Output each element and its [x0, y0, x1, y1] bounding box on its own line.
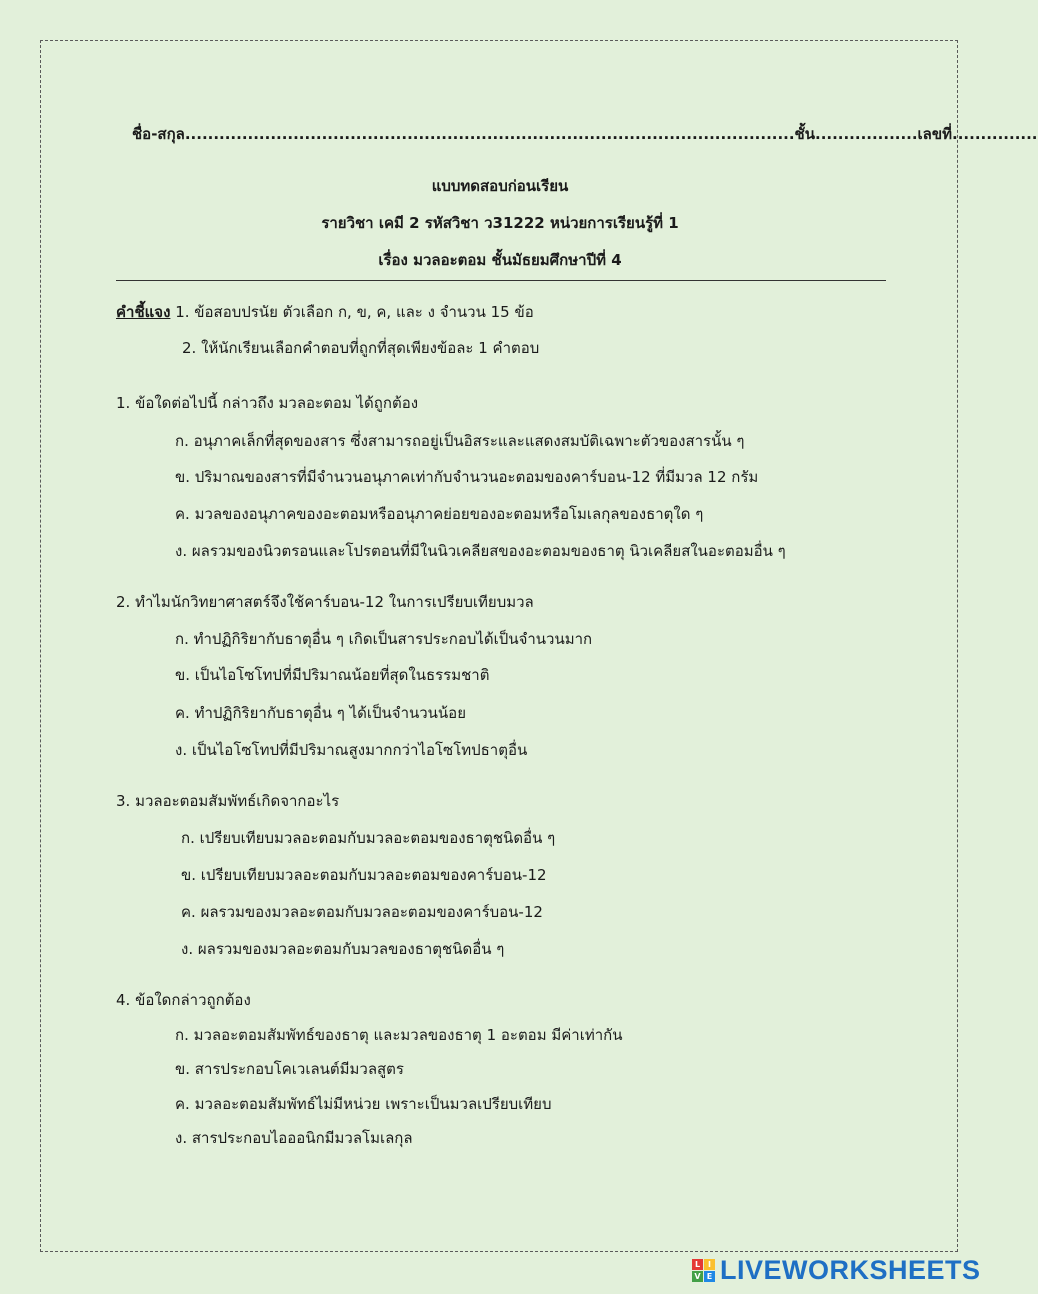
logo-mark-l: L: [692, 1259, 703, 1270]
question-1-stem: 1. ข้อใดต่อไปนี้ กล่าวถึง มวลอะตอม ได้ถูกต้อง: [116, 394, 419, 412]
question-2-stem: 2. ทำไมนักวิทยาศาสตร์จึงใช้คาร์บอน-12 ในการเปรียบเทียบมวล: [116, 593, 534, 611]
question-4-stem: 4. ข้อใดกล่าวถูกต้อง: [116, 991, 251, 1009]
question-3-stem: 3. มวลอะตอมสัมพัทธ์เกิดจากอะไร: [116, 792, 340, 810]
header-divider: [116, 280, 886, 281]
question-2-option-d[interactable]: ง. เป็นไอโซโทปที่มีปริมาณสูงมากกว่าไอโซโทปธาตุอื่น: [175, 741, 528, 759]
logo-mark-v: V: [692, 1271, 703, 1282]
question-3-option-a[interactable]: ก. เปรียบเทียบมวลอะตอมกับมวลอะตอมของธาตุชนิดอื่น ๆ: [181, 829, 556, 847]
instructions-line-2: 2. ให้นักเรียนเลือกคำตอบที่ถูกที่สุดเพียงข้อละ 1 คำตอบ: [182, 339, 540, 357]
question-3-option-c[interactable]: ค. ผลรวมของมวลอะตอมกับมวลอะตอมของคาร์บอน-12: [181, 903, 543, 921]
question-1-option-a[interactable]: ก. อนุภาคเล็กที่สุดของสาร ซึ่งสามารถอยู่เป็นอิสระและแสดงสมบัติเฉพาะตัวของสารนั้น ๆ: [175, 432, 745, 450]
subject-line: รายวิชา เคมี 2 รหัสวิชา ว31222 หน่วยการเรียนรู้ที่ 1: [321, 214, 679, 232]
question-3-option-d[interactable]: ง. ผลรวมของมวลอะตอมกับมวลของธาตุชนิดอื่น ๆ: [181, 940, 505, 958]
question-4-option-a[interactable]: ก. มวลอะตอมสัมพัทธ์ของธาตุ และมวลของธาตุ 1 อะตอม มีค่าเท่ากัน: [175, 1026, 623, 1044]
liveworksheets-mark-icon: [692, 1259, 715, 1282]
instructions-label: คำชี้แจง: [116, 303, 171, 321]
question-4-option-b[interactable]: ข. สารประกอบโคเวเลนต์มีมวลสูตร: [175, 1060, 404, 1078]
question-1-option-b[interactable]: ข. ปริมาณของสารที่มีจำนวนอนุภาคเท่ากับจำนวนอะตอมของคาร์บอน-12 ที่มีมวล 12 กรัม: [175, 468, 759, 486]
name-class-number-line: ชื่อ-สกุล...........................................................................................................ชั้น..................เลขที่...............: [132, 125, 1038, 143]
question-2-option-c[interactable]: ค. ทำปฏิกิริยากับธาตุอื่น ๆ ได้เป็นจำนวนน้อย: [175, 704, 466, 722]
question-1-option-d[interactable]: ง. ผลรวมของนิวตรอนและโปรตอนที่มีในนิวเคลียสของอะตอมของธาตุ นิวเคลียสในอะตอมอื่น ๆ: [175, 542, 786, 560]
instructions-line-1: [116, 300, 534, 324]
test-title: แบบทดสอบก่อนเรียน: [431, 177, 569, 195]
logo-mark-i: I: [704, 1259, 715, 1270]
topic-line: เรื่อง มวลอะตอม ชั้นมัธยมศึกษาปีที่ 4: [378, 251, 622, 269]
question-4-option-c[interactable]: ค. มวลอะตอมสัมพัทธ์ไม่มีหน่วย เพราะเป็นมวลเปรียบเทียบ: [175, 1095, 552, 1113]
liveworksheets-wordmark: LIVEWORKSHEETS: [720, 1254, 981, 1285]
instructions-text-1: 1. ข้อสอบปรนัย ตัวเลือก ก, ข, ค, และ ง จำนวน 15 ข้อ: [175, 303, 534, 321]
question-4-option-d[interactable]: ง. สารประกอบไอออนิกมีมวลโมเลกุล: [175, 1129, 413, 1147]
question-3-option-b[interactable]: ข. เปรียบเทียบมวลอะตอมกับมวลอะตอมของคาร์บอน-12: [181, 866, 547, 884]
liveworksheets-logo: [692, 1255, 981, 1285]
question-2-option-b[interactable]: ข. เป็นไอโซโทปที่มีปริมาณน้อยที่สุดในธรรมชาติ: [175, 666, 490, 684]
logo-mark-e: E: [704, 1271, 715, 1282]
question-1-option-c[interactable]: ค. มวลของอนุภาคของอะตอมหรืออนุภาคย่อยของอะตอมหรือโมเลกุลของธาตุใด ๆ: [175, 505, 704, 523]
question-2-option-a[interactable]: ก. ทำปฏิกิริยากับธาตุอื่น ๆ เกิดเป็นสารประกอบได้เป็นจำนวนมาก: [175, 630, 593, 648]
